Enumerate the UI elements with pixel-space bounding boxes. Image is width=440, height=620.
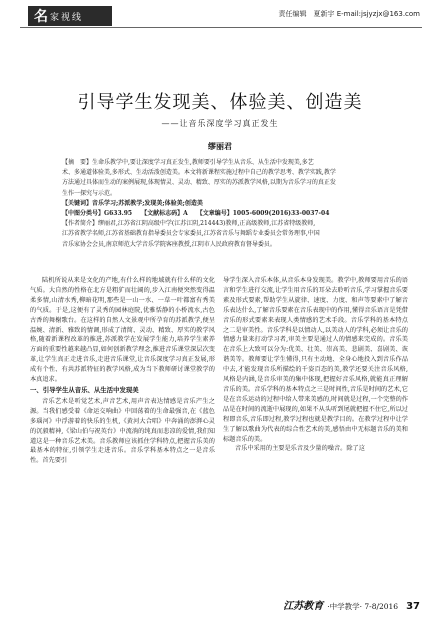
body-column-left [30, 276, 215, 466]
abstract-block [62, 158, 392, 250]
author-bio-line: 江苏省教学名师,江苏省基础教育指导委员会专家委员,江苏省音乐与舞蹈专业委员会常务理事,中国 [62, 230, 320, 238]
page-footer [283, 597, 420, 612]
column-logo-text: 家视线 [50, 12, 84, 23]
journal-issue: ·中学教学· 7-8/2016 [327, 602, 399, 611]
body-column-right [223, 276, 408, 454]
article-author: 缪丽君 [208, 142, 232, 151]
classification-line: 【中图分类号】G633.95 【文献标志码】A 【文章编号】1005-6009(2016)33-0037-04 [62, 210, 330, 218]
column-logo [28, 6, 112, 26]
abstract-line: 【摘 要】生命乐教学中,要让深度学习真正发生,教师要引导学生从音乐、从生活中发现美,多艺 [62, 159, 314, 166]
author-bio-line: 【作者简介】缪丽君,江苏省江阴高级中学(江苏江阴,214443)教师,正高级教师,江苏省特级教师, [62, 220, 316, 228]
abstract-line: 术、多通道体验美,多形式、生动活泼创造美。本文将新课程实施过程中自己的教学思考、教学实践,教学 [62, 169, 336, 177]
editor-credit: 责任编辑 夏新宇 E-mail:jsjyzjx@163.com [278, 10, 420, 18]
body-paragraph: 音乐艺术是听觉艺术,声音艺术,用声音表达情感是音乐产生之源。当我们感受着《命运交响曲》中回荡着的生命最强音,在《蓝色多瑙河》中浮游着的快乐的生机,《黄河大合唱》中奔涌的澎湃心灵的沉毅精神,《梁山伯与祝英台》中流淌的纯真而悲凉的爱情,我们知道这是一种音乐艺术美。音乐教师应该抓住学科特点,把握音乐美的最基本的特征,引领学生走进音乐。音乐学科基本特点之一是音乐性。首先要引 [30, 397, 215, 465]
journal-name: 江苏教育 [283, 601, 324, 612]
article-title: 引导学生发现美、体验美、创造美 [77, 92, 363, 113]
article-subtitle: ——让音乐深度学习真正发生 [161, 119, 279, 128]
section-heading: 一、引导学生从音乐、从生活中发现美 [30, 385, 139, 394]
body-paragraph: 陆机所说从来是文化的产地,有什么样的地域就有什么样的文化气质。大自然的性格在北方是粗犷而壮阔的,步入江南便突然变得温柔多情,山清水秀,柳暗花明,那些是一山一水、一草一叶都富有秀美的气质。于是,这便有了灵秀的园林庭院,优雅恬静的小桥流水,古色古香的舞榭歌台。在这样的自然人文景观中所孕育的苏派教学,便呈温婉、清新、雅致的情调,形成了清简、灵动、精致、厚实的教学风格,随着新课程改革的推进,苏派教学在发展学生能力,培养学生素养方面的重要性越来越凸显,如何创新教学理念,推进音乐课堂深层次变革,让学生真正走进音乐,走进音乐课堂,让音乐深度学习真正发展,形成有个性、有共苏派特征的教学风格,成为当下教师研讨课堂教学的本真追求。 [30, 277, 215, 384]
page-header [0, 0, 440, 30]
abstract-line: 方法通过具体而生动的案例展现,体现情灵、灵动、精致、厚实的苏派教学风格,以期为音乐学习的真正发 [62, 179, 336, 187]
keywords-line: 【关键词】音乐学习;苏派教学;发现美;体验美;创造美 [62, 199, 203, 207]
page-number: 37 [406, 601, 420, 612]
author-bio-line: 音乐家协会会员,南京师范大学音乐学院客座教授,江阴市人民政府教育督导委员。 [62, 240, 276, 248]
header-divider [20, 27, 422, 28]
body-paragraph: 音乐中采用的主要是乐音及少量的噪音。除了这 [235, 445, 365, 453]
abstract-line: 生作一探究与示范。 [62, 189, 117, 197]
column-logo-char: 名 [34, 9, 48, 25]
body-paragraph: 导学生深入音乐本体,从音乐本身发现美。教学中,教师要用音乐的语言和学生进行交流,让学生用音乐的耳朵去聆听音乐,学习掌握音乐要素及形式要素,帮助学生从旋律、速度、力度、和声等要素中了解音乐表达什么,了解音乐要素在音乐表现中的作用,懂得音乐语言是凭借音乐的形式要素来表现人类情感的艺术手段。音乐学科的基本特点之二是审美性。音乐学科是以情动人,以美动人的学科,必须让音乐的情感力量来打动学习者,审美主要是通过人的情感来完成的。音乐美在音乐上大致可以分为:优美、壮美、崇高美、悲剧美、喜剧美、诙谐美等。教师要让学生懂得,只有主动地、全身心地投入到音乐作品中去,才能发现音乐所描绘的千姿百态的美,教学还要关注音乐风格,风格是内涵,是音乐审美的集中体现,把握好音乐风格,就能真正理解音乐的美。音乐学科的基本特点之三是时间性,音乐是时间的艺术,它是在音乐运动的过程中给人带来美感的,时间就是过程,一个完整的作品是在时间的流逝中展现的,如果不从头听到尾就把握不住它,所以过程即音乐,音乐即过程,教学过程也就是教学目的。在教学过程中让学生了解以歌曲为代表的综合性艺术的美,感悟由中无标题音乐的美和标题音乐的美。 [223, 277, 408, 443]
